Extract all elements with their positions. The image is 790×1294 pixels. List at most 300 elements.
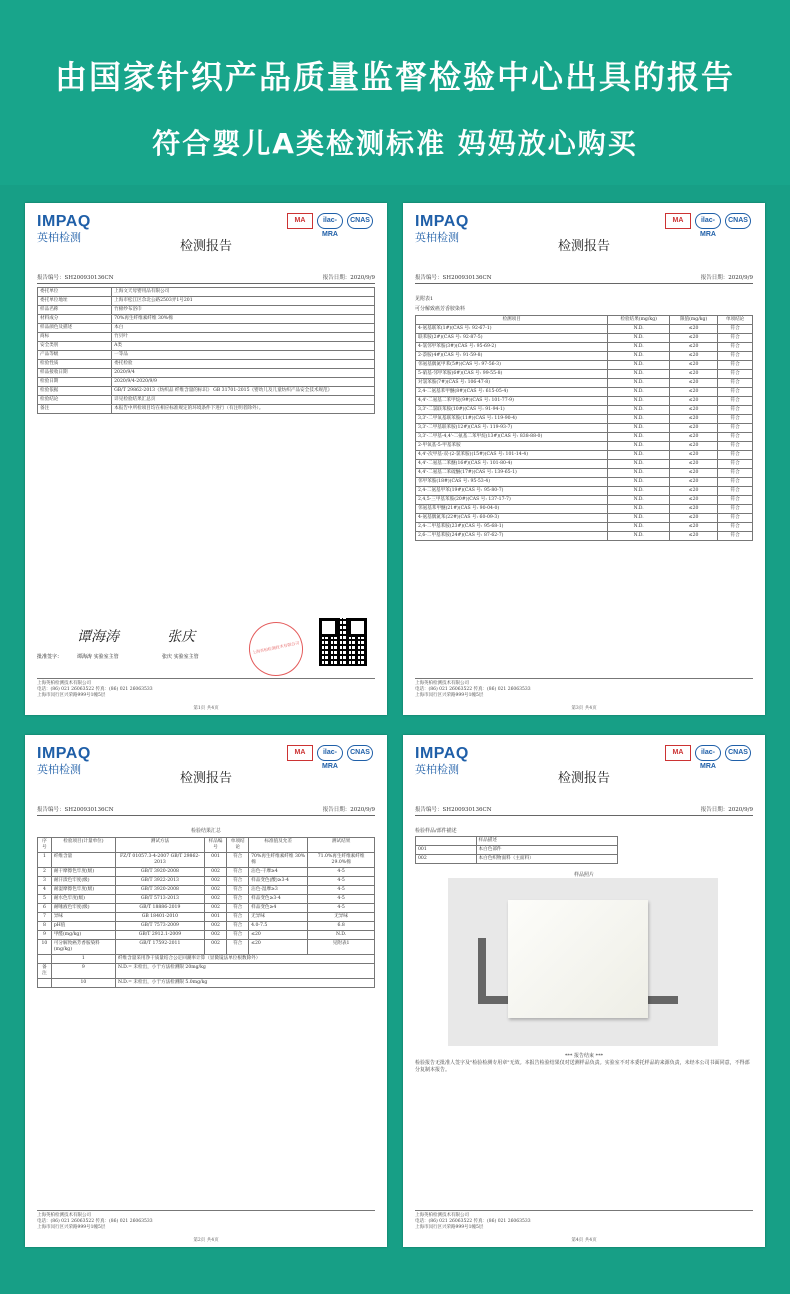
test-limit: ≤20 bbox=[670, 406, 718, 415]
field-label: 产品等级 bbox=[38, 351, 112, 360]
test-result: N.D. bbox=[608, 460, 670, 469]
test-limit: ≤20 bbox=[670, 442, 718, 451]
table-row bbox=[38, 922, 375, 931]
note-text: 纤维含量采用净干质量结合公定回潮率计算（显微镜法单位根数除外） bbox=[115, 955, 374, 964]
test-item: 2,4-二氨基甲苯(19#)(CAS 号: 95-80-7) bbox=[416, 487, 608, 496]
cert-badges bbox=[665, 745, 751, 770]
column-header: 测试方法 bbox=[115, 838, 204, 853]
test-verdict: 符合 bbox=[718, 487, 753, 496]
table-cell: 可分解致癌芳香胺染料(mg/kg) bbox=[51, 940, 115, 955]
table-cell: GB/T 7573-2009 bbox=[115, 922, 204, 931]
test-verdict: 符合 bbox=[718, 442, 753, 451]
test-item: 联苯胺(2#)(CAS 号: 92-87-5) bbox=[416, 334, 608, 343]
table-row bbox=[38, 333, 375, 342]
table-cell: 耐唾液色牢度(级) bbox=[51, 904, 115, 913]
test-item: 2,4-二甲基苯胺(23#)(CAS 号: 95-68-1) bbox=[416, 523, 608, 532]
field-label: 材料成分 bbox=[38, 315, 112, 324]
impaq-logo: IMPAQ 英柏检测 bbox=[415, 745, 469, 776]
test-verdict: 符合 bbox=[718, 352, 753, 361]
test-item: 4,4'-二氨基二苯甲烷(9#)(CAS 号: 101-77-9) bbox=[416, 397, 608, 406]
table-row bbox=[38, 886, 375, 895]
table-cell: 001 bbox=[204, 853, 226, 868]
test-verdict: 符合 bbox=[718, 433, 753, 442]
test-limit: ≤20 bbox=[670, 379, 718, 388]
column-header: 样品编号 bbox=[204, 838, 226, 853]
table-cell: 无异味 bbox=[308, 913, 375, 922]
table-cell: 无异味 bbox=[249, 913, 308, 922]
table-cell: 001 bbox=[204, 913, 226, 922]
test-result: N.D. bbox=[608, 496, 670, 505]
appendix-subheading: 可分解致癌芳香胺染料 bbox=[415, 306, 466, 312]
test-result: N.D. bbox=[608, 397, 670, 406]
field-value: 竹棉纱布浴巾 bbox=[112, 306, 375, 315]
test-item: 4,4'-次甲基-双-(2-氯苯胺)(15#)(CAS 号: 101-14-4) bbox=[416, 451, 608, 460]
table-cell: 002 bbox=[204, 868, 226, 877]
test-item: 3,3'-二甲基联苯胺(12#)(CAS 号: 119-93-7) bbox=[416, 424, 608, 433]
test-limit: ≤20 bbox=[670, 388, 718, 397]
report-page-2[interactable] bbox=[25, 735, 387, 1247]
report-title: 检测报告 bbox=[179, 239, 232, 254]
table-cell: GB/T 3920-2008 bbox=[115, 886, 204, 895]
report-title: 检测报告 bbox=[557, 239, 610, 254]
table-cell: 见附表1 bbox=[308, 940, 375, 955]
note-index: 9 bbox=[51, 964, 115, 979]
test-limit: ≤20 bbox=[670, 415, 718, 424]
column-header: 单项结论 bbox=[227, 838, 249, 853]
test-limit: ≤20 bbox=[670, 487, 718, 496]
field-value: GB/T 29862-2013《纺织品 纤维含量的标识》 GB 31701-2015《婴幼儿及儿童纺织产品安全技术规范》 bbox=[112, 387, 375, 396]
ilac-icon: ilac-MRA bbox=[695, 745, 721, 761]
table-row bbox=[38, 387, 375, 396]
test-item: 4-氯邻甲苯胺(3#)(CAS 号: 95-69-2) bbox=[416, 343, 608, 352]
field-value: 70%再生纤维素纤维 30%棉 bbox=[112, 315, 375, 324]
headline-sub: 符合婴儿A类检测标准 妈妈放心购买 bbox=[152, 127, 638, 160]
table-cell: 符合 bbox=[227, 868, 249, 877]
table-row bbox=[416, 424, 753, 433]
table-row bbox=[38, 306, 375, 315]
test-verdict: 符合 bbox=[718, 388, 753, 397]
ma-icon: MA bbox=[665, 213, 691, 229]
ilac-icon: ilac-MRA bbox=[317, 213, 343, 229]
test-limit: ≤20 bbox=[670, 433, 718, 442]
summary-heading: 检验结果汇总 bbox=[190, 828, 221, 834]
table-cell: 71.0%再生纤维素纤维 29.0%棉 bbox=[308, 853, 375, 868]
table-cell: 002 bbox=[204, 904, 226, 913]
report-title: 检测报告 bbox=[557, 771, 610, 786]
table-cell: 2 bbox=[38, 868, 52, 877]
impaq-logo: IMPAQ 英柏检测 bbox=[37, 213, 91, 244]
test-result: N.D. bbox=[608, 343, 670, 352]
table-cell: 样品变色(酸)≥3-4 bbox=[249, 877, 308, 886]
table-row bbox=[416, 397, 753, 406]
header-row bbox=[38, 838, 375, 853]
table-cell: 符合 bbox=[227, 853, 249, 868]
table-cell: FZ/T 01057.3-4-2007 GB/T 29862-2013 bbox=[115, 853, 204, 868]
table-cell: ≤20 bbox=[249, 940, 308, 955]
sample-table: 样品描述 001 本白色部件 002 本白色织物面料（主面料） bbox=[415, 836, 618, 864]
table-cell: 耐湿摩擦色牢度(级) bbox=[51, 886, 115, 895]
table-cell: 符合 bbox=[227, 913, 249, 922]
field-label: 检验性质 bbox=[38, 360, 112, 369]
test-verdict: 符合 bbox=[718, 397, 753, 406]
test-item: 邻甲苯胺(18#)(CAS 号: 95-53-4) bbox=[416, 478, 608, 487]
table-cell: ≤20 bbox=[249, 931, 308, 940]
appendix-heading: 见附表1 bbox=[415, 296, 434, 302]
test-limit: ≤20 bbox=[670, 352, 718, 361]
table-cell: GB/T 3922-2013 bbox=[115, 877, 204, 886]
table-cell: 符合 bbox=[227, 940, 249, 955]
page-footer: 上海英柏检测技术有限公司 电话：(86) 021 26063522 传真：(86) 021 26063533 上海市闵行区兴荣路999号1幢5层 bbox=[415, 678, 753, 699]
field-label: 样品名称 bbox=[38, 306, 112, 315]
towel-sample bbox=[508, 900, 648, 1018]
column-header: 测试结果 bbox=[308, 838, 375, 853]
test-result: N.D. bbox=[608, 487, 670, 496]
test-item: 3,3'-二甲氧基联苯胺(11#)(CAS 号: 119-90-4) bbox=[416, 415, 608, 424]
test-verdict: 符合 bbox=[718, 523, 753, 532]
table-cell: 纤维含量 bbox=[51, 853, 115, 868]
test-item: 邻氨基苯甲醚(21#)(CAS 号: 90-04-0) bbox=[416, 505, 608, 514]
ma-icon: MA bbox=[287, 745, 313, 761]
table-cell: GB/T 18886-2019 bbox=[115, 904, 204, 913]
page-number: 第3页 共4页 bbox=[571, 706, 597, 711]
field-label: 商标 bbox=[38, 333, 112, 342]
azo-dye-table: 检测项目 检验结果(mg/kg) 限值(mg/kg) 单项结论 4-氨基联苯(1#)(CAS 号: 92-67-1) N.D. ≤20 符合 联苯胺(2#)(CAS 号: 92-87-5) N.D. ≤20 符合 4-氯邻甲苯胺(3#)(CAS 号: 95-69-2) N.D. ≤20 符合 2-萘胺(4#)(CAS 号: 91-59-8) N.D. ≤20 符合 邻氨基偶氮甲苯(5#)(CAS 号: 97-56-3) N.D. ≤20 符合 5-硝基-邻甲苯胺(6#)(CAS 号: 99-55-8) N.D. ≤20 符合 对氯苯胺(7#)(CAS 号: 106-47-8) N.D. ≤20 符合 2,4-二氨基苯甲醚(8#)(CAS 号: 615-05-4) N.D. ≤20 符合 4,4'-二氨基二苯甲烷(9#)(CAS 号: 101-77-9) N.D. ≤20 符合 3,3'-二氯联苯胺(10#)(CAS 号: 91-94-1) N.D. ≤20 符合 3,3'-二甲氧基联苯胺(11#)(CAS 号: 119-90-4) N.D. ≤20 符合 3,3'-二甲基联苯胺(12#)(CAS 号: 119-93-7) N.D. ≤20 符合 3,3'-二甲基-4,4'-二氨基二苯甲烷(13#)(CAS 号: 838-88-0) N.D. ≤20 符合 2-甲氧基-5-甲基苯胺 N.D. ≤20 符合 4,4'-次甲基-双-(2-氯苯胺)(15#)(CAS 号: 101-14-4) N.D. ≤20 符合 4,4'-二氨基二苯醚(16#)(CAS 号: 101-80-4) N.D. ≤20 符合 4,4'-二氨基二苯硫醚(17#)(CAS 号: 139-65-1) N.D. ≤20 符合 邻甲苯胺(18#)(CAS 号: 95-53-4) N.D. ≤20 符合 2,4-二氨基甲苯(19#)(CAS 号: 95-80-7) N.D. ≤20 符合 2,4,5-三甲基苯胺(20#)(CAS 号: 137-17-7) N.D. ≤20 符合 邻氨基苯甲醚(21#)(CAS 号: 90-04-0) N.D. ≤20 符合 4-氨基偶氮苯(22#)(CAS 号: 60-09-3) N.D. ≤20 符合 2,4-二甲基苯胺(23#)(CAS 号: 95-68-1) N.D. ≤20 符合 2,6-二甲基苯胺(24#)(CAS 号: 87-62-7) N.D. ≤20 符合 bbox=[415, 315, 753, 541]
test-limit: ≤20 bbox=[670, 460, 718, 469]
table-cell: 4-5 bbox=[308, 886, 375, 895]
field-label: 备注 bbox=[38, 405, 112, 414]
table-row bbox=[38, 931, 375, 940]
table-cell: 9 bbox=[38, 931, 52, 940]
signature-1: 谭海涛 bbox=[77, 629, 119, 645]
test-verdict: 符合 bbox=[718, 505, 753, 514]
test-verdict: 符合 bbox=[718, 415, 753, 424]
table-cell: 4 bbox=[38, 886, 52, 895]
test-limit: ≤20 bbox=[670, 514, 718, 523]
table-row bbox=[38, 396, 375, 405]
field-value: 详见检验结果汇总页 bbox=[112, 396, 375, 405]
report-note: *** 报告结束 *** 检验报告无批准人签字及"检验检测专用章"无效。本报告检验结果仅对送测样品负责。实验室不对本委托样品的来源负责，未经本公司书面同意，不得部分复制本报告。 bbox=[415, 1053, 750, 1073]
table-row bbox=[38, 913, 375, 922]
test-limit: ≤20 bbox=[670, 451, 718, 460]
field-value: 2020/9/4-2020/9/9 bbox=[112, 378, 375, 387]
table-row bbox=[38, 351, 375, 360]
field-value: 竹贝叶 bbox=[112, 333, 375, 342]
table-cell: pH值 bbox=[51, 922, 115, 931]
table-row bbox=[38, 324, 375, 333]
field-value: 本白 bbox=[112, 324, 375, 333]
test-limit: ≤20 bbox=[670, 397, 718, 406]
ma-icon: MA bbox=[287, 213, 313, 229]
table-cell: 耐水色牢度(级) bbox=[51, 895, 115, 904]
field-label: 样品接收日期 bbox=[38, 369, 112, 378]
field-value: A类 bbox=[112, 342, 375, 351]
note-text: N.D.= 未检出，小于方法检测限 20mg/kg bbox=[115, 964, 374, 979]
summary-table bbox=[37, 837, 375, 988]
column-header: 序号 bbox=[38, 838, 52, 853]
table-row bbox=[416, 352, 753, 361]
table-cell: 002 bbox=[204, 895, 226, 904]
test-result: N.D. bbox=[608, 442, 670, 451]
note-index: 1 bbox=[51, 955, 115, 964]
table-cell: 4-5 bbox=[308, 868, 375, 877]
table-row bbox=[38, 369, 375, 378]
table-cell: 符合 bbox=[227, 886, 249, 895]
test-item: 对氯苯胺(7#)(CAS 号: 106-47-8) bbox=[416, 379, 608, 388]
table-row bbox=[38, 378, 375, 387]
test-verdict: 符合 bbox=[718, 406, 753, 415]
headline-main: 由国家针织产品质量监督检验中心出具的报告 bbox=[54, 58, 735, 96]
report-page-3[interactable] bbox=[403, 203, 765, 715]
test-verdict: 符合 bbox=[718, 379, 753, 388]
field-label: 委托单位 bbox=[38, 288, 112, 297]
test-item: 2,4-二氨基苯甲醚(8#)(CAS 号: 615-05-4) bbox=[416, 388, 608, 397]
note-label bbox=[38, 979, 52, 988]
table-row bbox=[38, 360, 375, 369]
test-result: N.D. bbox=[608, 505, 670, 514]
table-cell: 002 bbox=[204, 922, 226, 931]
test-item: 3,3'-二甲基-4,4'-二氨基二苯甲烷(13#)(CAS 号: 838-88-0) bbox=[416, 433, 608, 442]
sample-photo bbox=[448, 878, 718, 1046]
note-index: 10 bbox=[51, 979, 115, 988]
table-row bbox=[38, 405, 375, 414]
table-row bbox=[416, 415, 753, 424]
field-label: 检验结论 bbox=[38, 396, 112, 405]
field-value: 委托检验 bbox=[112, 360, 375, 369]
page-footer: 上海英柏检测技术有限公司 电话：(86) 021 26063522 传真：(86) 021 26063533 上海市闵行区兴荣路999号1幢5层 bbox=[37, 1210, 375, 1231]
test-result: N.D. bbox=[608, 415, 670, 424]
test-verdict: 符合 bbox=[718, 460, 753, 469]
test-verdict: 符合 bbox=[718, 361, 753, 370]
page-number: 第2页 共4页 bbox=[193, 1238, 219, 1243]
table-row bbox=[416, 370, 753, 379]
report-page-4[interactable] bbox=[403, 735, 765, 1247]
test-verdict: 符合 bbox=[718, 496, 753, 505]
report-meta: 报告编号：SH200930136CN 报告日期：2020/9/9 bbox=[415, 273, 753, 284]
test-verdict: 符合 bbox=[718, 370, 753, 379]
table-cell: GB/T 3920-2008 bbox=[115, 868, 204, 877]
test-limit: ≤20 bbox=[670, 361, 718, 370]
test-result: N.D. bbox=[608, 370, 670, 379]
field-label: 委托单位地址 bbox=[38, 297, 112, 306]
field-value: 本报告中所检项目均在相应标准规定的环境条件下进行（有注明者除外）。 bbox=[112, 405, 375, 414]
test-verdict: 符合 bbox=[718, 424, 753, 433]
sample-heading: 检验样品/部件描述 bbox=[415, 828, 457, 834]
test-item: 3,3'-二氯联苯胺(10#)(CAS 号: 91-94-1) bbox=[416, 406, 608, 415]
table-cell: 符合 bbox=[227, 895, 249, 904]
report-meta: 报告编号：SH200930136CN 报告日期：2020/9/9 bbox=[37, 273, 375, 284]
table-row bbox=[416, 343, 753, 352]
table-cell: 4-5 bbox=[308, 895, 375, 904]
table-row bbox=[38, 904, 375, 913]
table-cell: 1 bbox=[38, 853, 52, 868]
table-row bbox=[38, 868, 375, 877]
page-number: 第4页 共4页 bbox=[571, 1238, 597, 1243]
test-result: N.D. bbox=[608, 334, 670, 343]
test-result: N.D. bbox=[608, 514, 670, 523]
impaq-logo: IMPAQ 英柏检测 bbox=[415, 213, 469, 244]
table-row bbox=[416, 451, 753, 460]
table-row bbox=[38, 895, 375, 904]
table-cell: 70%再生纤维素纤维 30%棉 bbox=[249, 853, 308, 868]
test-result: N.D. bbox=[608, 523, 670, 532]
test-limit: ≤20 bbox=[670, 325, 718, 334]
test-item: 4,4'-二氨基二苯醚(16#)(CAS 号: 101-80-4) bbox=[416, 460, 608, 469]
table-row bbox=[38, 315, 375, 324]
report-title: 检测报告 bbox=[179, 771, 232, 786]
table-cell: 样品变色≥4 bbox=[249, 904, 308, 913]
test-result: N.D. bbox=[608, 433, 670, 442]
table-cell: 耐干摩擦色牢度(级) bbox=[51, 868, 115, 877]
table-cell: 3 bbox=[38, 877, 52, 886]
table-cell: 002 bbox=[204, 931, 226, 940]
table-row bbox=[38, 297, 375, 306]
column-header: 检验项目(计量单位) bbox=[51, 838, 115, 853]
test-result: N.D. bbox=[608, 478, 670, 487]
report-meta: 报告编号：SH200930136CN 报告日期：2020/9/9 bbox=[415, 805, 753, 816]
field-value: 一等品 bbox=[112, 351, 375, 360]
table-cell: 6 bbox=[38, 904, 52, 913]
note-row bbox=[38, 955, 375, 964]
table-cell: 002 bbox=[204, 940, 226, 955]
table-cell: 4-5 bbox=[308, 904, 375, 913]
test-limit: ≤20 bbox=[670, 532, 718, 541]
test-verdict: 符合 bbox=[718, 334, 753, 343]
table-cell: 4.0-7.5 bbox=[249, 922, 308, 931]
table-cell: 002 bbox=[204, 886, 226, 895]
table-row bbox=[416, 523, 753, 532]
table-cell: 异味 bbox=[51, 913, 115, 922]
table-row bbox=[416, 334, 753, 343]
cnas-icon: CNAS bbox=[347, 745, 373, 761]
field-label: 检验日期 bbox=[38, 378, 112, 387]
test-result: N.D. bbox=[608, 388, 670, 397]
table-row bbox=[416, 487, 753, 496]
table-cell: GB/T 5713-2013 bbox=[115, 895, 204, 904]
test-verdict: 符合 bbox=[718, 532, 753, 541]
field-value: 上海市松江区佘北公路2503弄1号201 bbox=[112, 297, 375, 306]
table-cell: 4-5 bbox=[308, 877, 375, 886]
test-item: 5-硝基-邻甲苯胺(6#)(CAS 号: 99-55-8) bbox=[416, 370, 608, 379]
test-limit: ≤20 bbox=[670, 478, 718, 487]
table-cell: 耐汗渍色牢度(级) bbox=[51, 877, 115, 886]
table-row bbox=[416, 433, 753, 442]
test-limit: ≤20 bbox=[670, 469, 718, 478]
field-label: 安全类别 bbox=[38, 342, 112, 351]
page-number: 第1页 共4页 bbox=[193, 706, 219, 711]
ruler-vertical bbox=[478, 938, 486, 1004]
note-label bbox=[38, 955, 52, 964]
test-result: N.D. bbox=[608, 532, 670, 541]
field-label: 样品颜色及描述 bbox=[38, 324, 112, 333]
report-meta: 报告编号：SH200930136CN 报告日期：2020/9/9 bbox=[37, 805, 375, 816]
note-label: 备注 bbox=[38, 964, 52, 979]
table-row bbox=[416, 496, 753, 505]
table-cell: 6.8 bbox=[308, 922, 375, 931]
table-cell: N.D. bbox=[308, 931, 375, 940]
table-cell: 符合 bbox=[227, 931, 249, 940]
test-limit: ≤20 bbox=[670, 334, 718, 343]
test-verdict: 符合 bbox=[718, 325, 753, 334]
test-item: 2,6-二甲基苯胺(24#)(CAS 号: 87-62-7) bbox=[416, 532, 608, 541]
table-row bbox=[38, 342, 375, 351]
table-cell: 沾色-湿摩≥3 bbox=[249, 886, 308, 895]
table-row bbox=[416, 361, 753, 370]
table-cell: 8 bbox=[38, 922, 52, 931]
test-result: N.D. bbox=[608, 352, 670, 361]
qr-code[interactable] bbox=[319, 618, 367, 666]
table-row bbox=[416, 460, 753, 469]
test-limit: ≤20 bbox=[670, 370, 718, 379]
test-result: N.D. bbox=[608, 451, 670, 460]
cert-badges bbox=[665, 213, 751, 238]
cert-badges bbox=[287, 213, 373, 238]
impaq-logo: IMPAQ 英柏检测 bbox=[37, 745, 91, 776]
table-row bbox=[416, 532, 753, 541]
table-row bbox=[38, 288, 375, 297]
test-limit: ≤20 bbox=[670, 523, 718, 532]
test-verdict: 符合 bbox=[718, 469, 753, 478]
test-limit: ≤20 bbox=[670, 496, 718, 505]
test-item: 4,4'-二氨基二苯硫醚(17#)(CAS 号: 139-65-1) bbox=[416, 469, 608, 478]
report-page-1[interactable] bbox=[25, 203, 387, 715]
table-cell: 符合 bbox=[227, 922, 249, 931]
ilac-icon: ilac-MRA bbox=[317, 745, 343, 761]
field-label: 检验依据 bbox=[38, 387, 112, 396]
cnas-icon: CNAS bbox=[347, 213, 373, 229]
field-value: 上海文天母婴用品有限公司 bbox=[112, 288, 375, 297]
test-verdict: 符合 bbox=[718, 478, 753, 487]
column-header: 标准值及允差 bbox=[249, 838, 308, 853]
table-row bbox=[38, 940, 375, 955]
test-limit: ≤20 bbox=[670, 424, 718, 433]
cert-badges bbox=[287, 745, 373, 770]
test-result: N.D. bbox=[608, 361, 670, 370]
table-row bbox=[416, 469, 753, 478]
test-item: 4-氨基联苯(1#)(CAS 号: 92-67-1) bbox=[416, 325, 608, 334]
table-row bbox=[416, 406, 753, 415]
note-text: N.D.= 未检出，小于方法检测限 5.0mg/kg bbox=[115, 979, 374, 988]
test-verdict: 符合 bbox=[718, 343, 753, 352]
page-footer: 上海英柏检测技术有限公司 电话：(86) 021 26063522 传真：(86) 021 26063533 上海市闵行区兴荣路999号1幢5层 bbox=[37, 678, 375, 699]
test-item: 邻氨基偶氮甲苯(5#)(CAS 号: 97-56-3) bbox=[416, 361, 608, 370]
table-cell: 10 bbox=[38, 940, 52, 955]
table-cell: GB/T 2912.1-2009 bbox=[115, 931, 204, 940]
table-cell: 符合 bbox=[227, 877, 249, 886]
page-footer: 上海英柏检测技术有限公司 电话：(86) 021 26063522 传真：(86) 021 26063533 上海市闵行区兴荣路999号1幢5层 bbox=[415, 1210, 753, 1231]
table-row bbox=[416, 442, 753, 451]
test-verdict: 符合 bbox=[718, 451, 753, 460]
table-row bbox=[416, 505, 753, 514]
table-cell: GB 18401-2010 bbox=[115, 913, 204, 922]
note-row bbox=[38, 964, 375, 979]
ma-icon: MA bbox=[665, 745, 691, 761]
test-result: N.D. bbox=[608, 406, 670, 415]
table-row bbox=[416, 325, 753, 334]
table-row bbox=[416, 478, 753, 487]
test-item: 2,4,5-三甲基苯胺(20#)(CAS 号: 137-17-7) bbox=[416, 496, 608, 505]
cnas-icon: CNAS bbox=[725, 745, 751, 761]
test-item: 4-氨基偶氮苯(22#)(CAS 号: 60-09-3) bbox=[416, 514, 608, 523]
table-row bbox=[416, 514, 753, 523]
test-item: 2-甲氧基-5-甲基苯胺 bbox=[416, 442, 608, 451]
test-result: N.D. bbox=[608, 379, 670, 388]
test-verdict: 符合 bbox=[718, 514, 753, 523]
field-value: 2020/9/4 bbox=[112, 369, 375, 378]
test-item: 2-萘胺(4#)(CAS 号: 91-59-8) bbox=[416, 352, 608, 361]
table-cell: 甲醛(mg/kg) bbox=[51, 931, 115, 940]
table-cell: 7 bbox=[38, 913, 52, 922]
table-row bbox=[416, 388, 753, 397]
